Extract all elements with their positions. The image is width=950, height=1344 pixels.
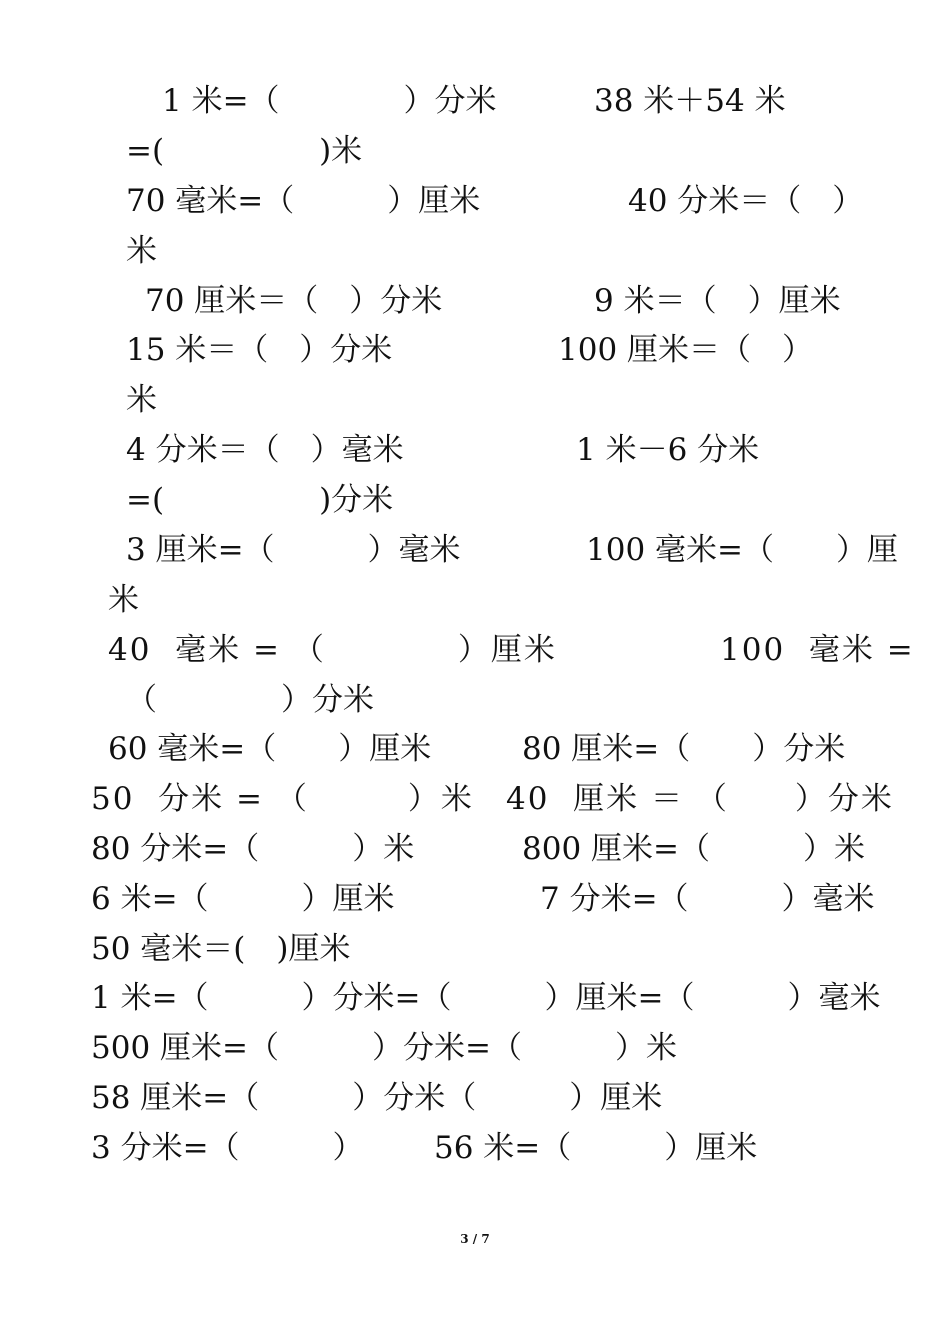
- exercise-text: =( )米: [126, 133, 363, 169]
- exercise-text: 100 毫米 =: [720, 632, 915, 668]
- exercise-text: 800 厘米=（ ）米: [522, 831, 865, 867]
- exercise-text: 58 厘米=（ ）分米（ ）厘米: [91, 1080, 663, 1116]
- exercise-text: 1 米－6 分米: [576, 432, 760, 468]
- exercise-text: 3 分米=（ ）: [91, 1130, 364, 1166]
- exercise-text: 60 毫米=（ ）厘米: [108, 731, 432, 767]
- exercise-text: 70 厘米＝（ ）分米: [145, 283, 443, 319]
- exercise-text: =( )分米: [126, 482, 394, 518]
- exercise-text: （ ）分米: [126, 682, 374, 718]
- exercise-text: 56 米=（ ）厘米: [434, 1130, 758, 1166]
- exercise-text: 1 米=（ ）分米: [162, 83, 497, 119]
- exercise-text: 100 厘米＝（ ）: [558, 332, 814, 368]
- exercise-text: 3 厘米=（ ）毫米: [126, 532, 461, 568]
- exercise-text: 80 厘米=（ ）分米: [522, 731, 846, 767]
- exercise-text: 米: [126, 382, 157, 418]
- exercise-text: 70 毫米=（ ）厘米: [126, 183, 481, 219]
- exercise-text: 9 米＝（ ）厘米: [594, 283, 841, 319]
- exercise-text: 1 米=（ ）分米=（ ）厘米=（ ）毫米: [91, 980, 881, 1016]
- exercise-text: 80 分米=（ ）米: [91, 831, 415, 867]
- exercise-text: 4 分米＝（ ）毫米: [126, 432, 404, 468]
- exercise-text: 40 毫米 = （ ）厘米: [108, 632, 557, 668]
- exercise-text: 38 米＋54 米: [594, 83, 786, 119]
- exercise-text: 6 米=（ ）厘米: [91, 881, 395, 917]
- exercise-text: 40 分米＝（ ）: [628, 183, 864, 219]
- page-number: 3 / 7: [460, 1232, 490, 1246]
- exercise-text: 500 厘米=（ ）分米=（ ）米: [91, 1030, 677, 1066]
- exercise-text: 15 米＝（ ）分米: [126, 332, 393, 368]
- exercise-text: 7 分米=（ ）毫米: [540, 881, 875, 917]
- exercise-text: 米: [108, 582, 139, 618]
- exercise-text: 50 分米 = （ ）米: [91, 781, 474, 817]
- exercise-text: 40 厘米 ＝ （ ）分米: [506, 781, 894, 817]
- exercise-text: 米: [126, 233, 157, 269]
- exercise-text: 50 毫米＝( )厘米: [91, 931, 351, 967]
- exercise-text: 100 毫米=（ ）厘: [586, 532, 898, 568]
